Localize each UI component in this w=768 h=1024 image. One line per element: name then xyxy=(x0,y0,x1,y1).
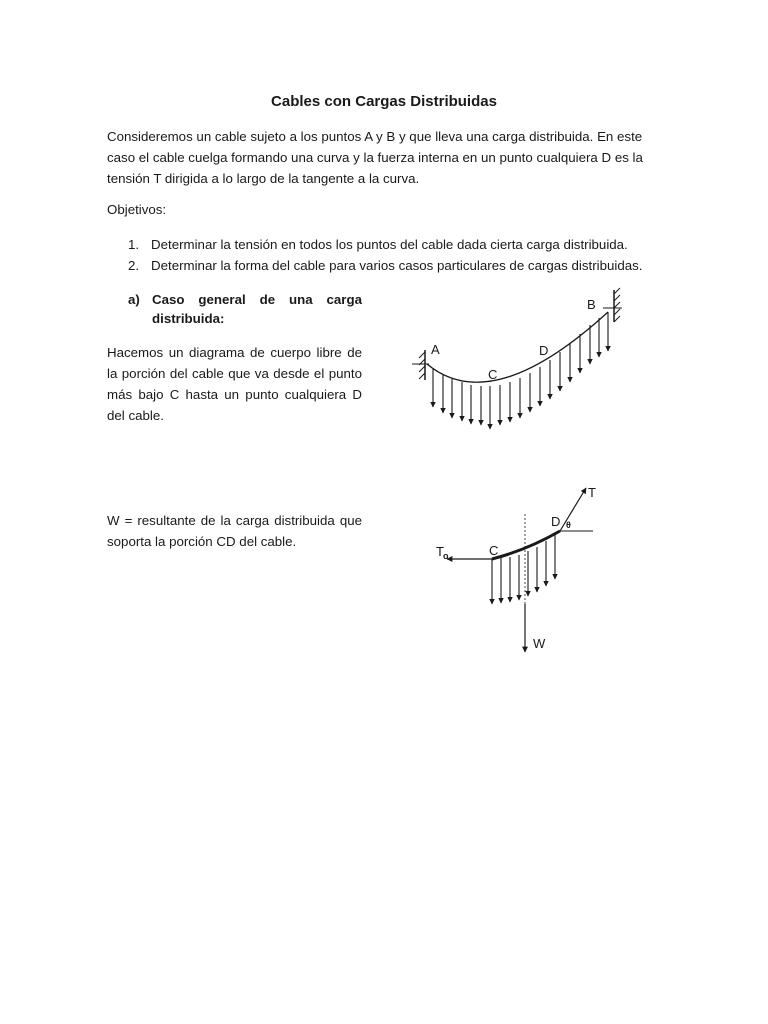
label-to-subscript: o xyxy=(443,551,449,561)
label-a: A xyxy=(431,342,440,357)
tension-t-arrow xyxy=(560,488,586,531)
label-d2: D xyxy=(551,514,561,529)
support-a-icon xyxy=(412,350,429,380)
support-b-icon xyxy=(603,288,622,322)
objectives-label: Objetivos: xyxy=(107,202,167,217)
list-text: Determinar la tensión en todos los puntos del cable dada cierta carga distribuida. xyxy=(151,237,628,252)
list-text: Determinar la forma del cable para varios casos particulares de cargas distribuidas. xyxy=(151,258,643,273)
page-title: Cables con Cargas Distribuidas xyxy=(271,93,497,110)
section-heading-text: Caso general de una carga distribuida: xyxy=(152,292,362,326)
list-number: 1. xyxy=(128,237,140,252)
section-paragraph: Hacemos un diagrama de cuerpo libre de la porción del cable que va desde el punto más bajo C hasta un punto cualquiera D del cable. xyxy=(107,345,362,423)
intro-paragraph: Consideremos un cable sujeto a los puntos A y B y que lleva una carga distribuida. En este caso el cable cuelga formando una curva y la fuerza interna en un punto cualquiera D es la tensión T dirigida a lo largo de la tangente a la curva. xyxy=(107,129,643,186)
label-theta: θ xyxy=(566,520,571,530)
label-w: W xyxy=(533,636,546,651)
resultant-paragraph: W = resultante de la carga distribuida que soporta la porción CD del cable. xyxy=(107,513,362,549)
section-marker: a) xyxy=(128,292,140,307)
free-body-diagram xyxy=(447,488,593,652)
list-number: 2. xyxy=(128,258,140,273)
load-arrows xyxy=(433,312,608,429)
label-c: C xyxy=(488,367,498,382)
label-d: D xyxy=(539,343,549,358)
cable-segment-cd xyxy=(492,531,560,559)
label-c2: C xyxy=(489,543,499,558)
label-to: T xyxy=(436,544,444,559)
label-t: T xyxy=(588,485,596,500)
segment-load-arrows xyxy=(492,534,555,604)
cable-curve xyxy=(427,312,608,382)
label-b: B xyxy=(587,297,596,312)
